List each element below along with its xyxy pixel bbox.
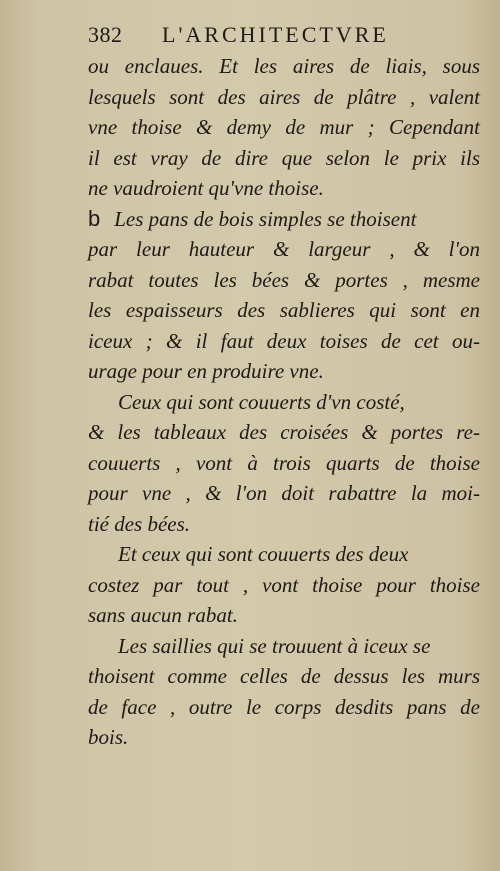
text-line [88,204,480,235]
text-line: ou enclaues. Et les aires de liais, sous [88,54,480,78]
text-line: sans aucun rabat. [88,603,238,627]
text-line: lesquels sont des aires de plâtre , valent [88,84,480,109]
text-line: Ceux qui sont couuerts d'vn costé, [118,389,405,414]
text-line: costez par tout , vont thoise pour thoise [88,572,480,597]
text-line: ne vaudroient qu'vne thoise. [88,176,324,200]
text-line: vne thoise & demy de mur ; Cependant [88,115,480,139]
text-line: iceux ; & il faut deux toises de cet ou- [88,328,480,353]
text-line: il est vray de dire que selon le prix ils [88,145,480,170]
text-line: par leur hauteur & largeur , & l'on [88,237,480,261]
running-title: L'ARCHITECTVRE [162,22,389,47]
text-line: rabat toutes les bées & portes , mesme [88,267,480,292]
page-number: 382 [88,22,123,47]
text-line: les espaisseurs des sablieres qui sont en [88,298,480,322]
text-line: urage pour en produire vne. [88,359,324,383]
text-line: Les saillies qui se trouuent à iceux se [118,633,431,658]
text-line: bois. [88,725,129,749]
text-line: tié des bées. [88,511,191,536]
paragraph-start: Les pans de bois simples se thoisent [114,206,417,231]
text-line: Et ceux qui sont couuerts des deux [118,542,409,566]
text-line: thoisent comme celles de dessus les murs [88,664,480,688]
page-header [88,20,418,46]
body-text [88,51,480,753]
text-line: & les tableaux des croisées & portes re- [88,420,480,444]
text-line: pour vne , & l'on doit rabattre la moi- [88,481,480,505]
text-line: de face , outre le corps desdits pans de [88,694,480,719]
text-line: couuerts , vont à trois quarts de thoise [88,450,480,475]
margin-mark: b [88,205,101,231]
